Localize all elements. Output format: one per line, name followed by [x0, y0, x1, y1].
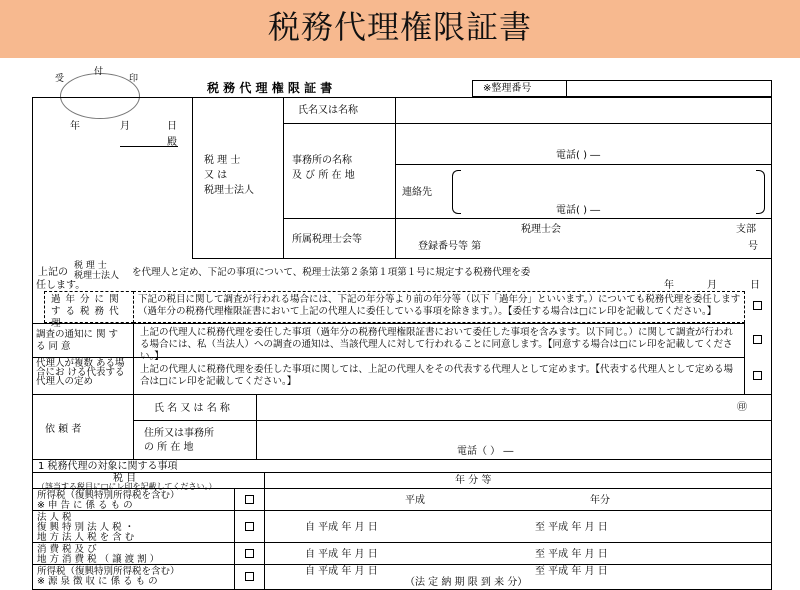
- reg-no-field[interactable]: [566, 80, 772, 97]
- office-phone: 電話( ) ―: [556, 150, 601, 161]
- past-years-label-cell: [44, 291, 134, 329]
- assoc-label-cell: [283, 218, 396, 259]
- assoc-chapter: 税理士会: [521, 224, 561, 235]
- client-addr-label-cell: [133, 420, 257, 460]
- table-row-income-tax-withholding: [32, 564, 235, 590]
- row2-tax-l1: 法 人 税: [37, 512, 72, 523]
- tax-accountant-name-field[interactable]: [395, 97, 772, 124]
- row3-period-2: 至 平成 年 月 日: [535, 549, 608, 560]
- row1-tax-l2: ※ 申 告 に 係 る も の: [37, 500, 133, 511]
- client-addr-label-2: の 所 在 地: [144, 442, 194, 453]
- row1-period-2: 年分: [590, 495, 610, 506]
- row3-tax-l1: 消 費 税 及 び: [37, 544, 97, 555]
- col-tax-note: （該当する税目に□にレ印を記載してください。）: [37, 482, 217, 491]
- past-years-checkbox[interactable]: [753, 301, 762, 310]
- table-row-corporate-tax: [32, 510, 235, 543]
- survey-consent-label: 調査の通知に 関 す る 同 意: [36, 329, 119, 352]
- representative-text-cell: [133, 357, 745, 395]
- appoint-role-a: 税 理 士: [74, 261, 107, 271]
- client-seal: ㊞: [737, 402, 747, 413]
- stamp-label-3: 印: [129, 74, 139, 84]
- row2-period-1: 自 平成 年 月 日: [305, 522, 378, 533]
- appoint-role-b: 税理士法人: [74, 271, 120, 281]
- row4-tax-l2: ※ 源 泉 徴 収 に 係 る も の: [37, 576, 158, 587]
- row2-period-cell[interactable]: [264, 510, 772, 543]
- client-label-cell: [32, 394, 134, 460]
- client-phone: 電話（ ） ―: [457, 446, 514, 457]
- office-label-1: 事務所の名称: [292, 155, 352, 166]
- row3-period-1: 自 平成 年 月 日: [305, 549, 378, 560]
- assoc-branch: 支部: [736, 224, 756, 235]
- survey-consent-text-cell: [133, 323, 745, 362]
- survey-consent-label-cell: [32, 323, 134, 358]
- contact-bracket-right: [756, 170, 765, 214]
- row2-period-2: 至 平成 年 月 日: [535, 522, 608, 533]
- reg-no-label: ※整理番号: [483, 83, 532, 94]
- appoint-pre: 上記の: [38, 267, 68, 278]
- row4-period-cell[interactable]: [264, 564, 772, 590]
- row3-checkbox[interactable]: [245, 549, 254, 558]
- contact-bracket-left: [452, 170, 461, 214]
- proxy-form: [32, 81, 772, 590]
- date-month: 月: [120, 121, 130, 132]
- row4-checkbox[interactable]: [245, 572, 254, 581]
- representative-label-cell: [32, 357, 134, 395]
- row4-tax-l1: 所得税（復興特別所得税を含む）: [37, 566, 180, 577]
- row3-check-cell: [234, 542, 265, 565]
- representative-checkbox[interactable]: [753, 371, 762, 380]
- row4-period-1: 自 平成 年 月 日: [305, 566, 378, 577]
- contact-label: 連絡先: [402, 187, 432, 198]
- row2-tax-l3: 地 方 法 人 税 を 含 む: [37, 532, 135, 543]
- assoc-reg-no: 登録番号等 第: [418, 241, 482, 252]
- row2-check-cell: [234, 510, 265, 543]
- client-label: 依 頼 者: [45, 424, 82, 435]
- client-addr-field[interactable]: [256, 420, 772, 460]
- name-label-cell: [283, 97, 396, 124]
- name-label: 氏名又は名称: [298, 105, 358, 116]
- stamp-label-1: 受: [55, 74, 65, 84]
- stamp-label-2: 付: [94, 67, 104, 77]
- role-line-1: 税 理 士: [204, 155, 241, 166]
- page-title: 税務代理権限証書: [267, 8, 532, 46]
- table-row-income-tax-filing: [32, 488, 235, 511]
- row3-period-cell[interactable]: [264, 542, 772, 565]
- client-name-label-cell: [133, 394, 257, 421]
- role-line-3: 税理士法人: [204, 185, 254, 196]
- reg-no-label-box: [472, 80, 567, 97]
- date-year: 年: [70, 121, 80, 132]
- appoint-date-year: 年: [664, 280, 674, 291]
- contact-phone: 電話( ) ―: [556, 205, 601, 216]
- form-title: 税 務 代 理 権 限 証 書: [207, 81, 333, 95]
- assoc-reg-suffix: 号: [748, 241, 758, 252]
- assoc-label: 所属税理士会等: [292, 234, 362, 245]
- client-addr-label-1: 住所又は事務所: [144, 428, 214, 439]
- col-years-header: [264, 472, 772, 489]
- office-label-cell: [283, 123, 396, 219]
- appoint-text-2: 任します。: [36, 280, 86, 291]
- row1-period-1: 平成: [405, 495, 425, 506]
- row4-period-2: 至 平成 年 月 日: [535, 566, 608, 577]
- survey-consent-checkbox[interactable]: [753, 335, 762, 344]
- office-address-field[interactable]: [395, 123, 772, 219]
- honorific: 殿: [167, 137, 177, 148]
- col-years-label: 年 分 等: [455, 475, 492, 486]
- table-row-consumption-tax: [32, 542, 235, 565]
- appoint-date-day: 日: [750, 280, 760, 291]
- appoint-text: を代理人と定め、下記の事項について、税理士法第２条第１項第１号に規定する税務代理を委: [132, 267, 531, 278]
- office-label-2: 及 び 所 在 地: [292, 170, 355, 181]
- representative-label: 代理人が複数 ある場合にお ける代表する 代理人の定め: [36, 358, 125, 387]
- assoc-field[interactable]: [395, 218, 772, 259]
- row1-check-cell: [234, 488, 265, 511]
- row1-tax-l1: 所得税（復興特別所得税を含む）: [37, 490, 180, 501]
- row1-checkbox[interactable]: [245, 495, 254, 504]
- survey-consent-text: 上記の代理人に税務代理を委任した事項（過年分の税務代理権限証書において委任した事項を含みます。以下同じ。）に関して調査が行われる場合には、私（当法人）への調査の通知は、当該代理人に対して行われることに同意します。【同意する場合は□にレ印を記載してください。】: [140, 327, 733, 362]
- row3-tax-l2: 地 方 消 費 税 （ 譲 渡 割 ）: [37, 554, 160, 565]
- past-years-text-cell: [133, 291, 745, 323]
- row4-check-cell: [234, 564, 265, 590]
- past-years-text: 下記の税目に関して調査が行われる場合には、下記の年分等より前の年分等（以下「過年分」といいます。）についても税務代理を委任します（過年分の税務代理権限証書において上記の代理人に委任している事項を除きます。）。【委任する場合は□にレ印を記載してください。】: [138, 294, 741, 317]
- addressee-line: [120, 146, 178, 147]
- date-day: 日: [167, 121, 177, 132]
- contact-divider: [396, 164, 771, 165]
- matters-heading: 1 税務代理の対象に関する事項: [38, 461, 178, 472]
- col-tax-label: 税 目: [113, 473, 137, 484]
- row4-period-3: （法 定 納 期 限 到 来 分）: [405, 577, 528, 588]
- row2-tax-l2: 復 興 特 別 法 人 税 ・: [37, 522, 135, 533]
- col-tax-header: [32, 472, 265, 489]
- past-years-label: 過 年 分 に 関 す る 税 務 代 理: [51, 294, 120, 329]
- representative-text: 上記の代理人に税務代理を委任した事項に関しては、上記の代理人をその代表する代理人として定めます。【代表する代理人として定める場合は□にレ印を記載してください。】: [140, 364, 733, 387]
- row2-checkbox[interactable]: [245, 522, 254, 531]
- client-name-label: 氏 名 又 は 名 称: [154, 403, 230, 414]
- client-name-field[interactable]: [256, 394, 772, 421]
- role-line-2: 又 は: [204, 170, 228, 181]
- row1-period-cell[interactable]: [264, 488, 772, 511]
- appoint-date-month: 月: [707, 280, 717, 291]
